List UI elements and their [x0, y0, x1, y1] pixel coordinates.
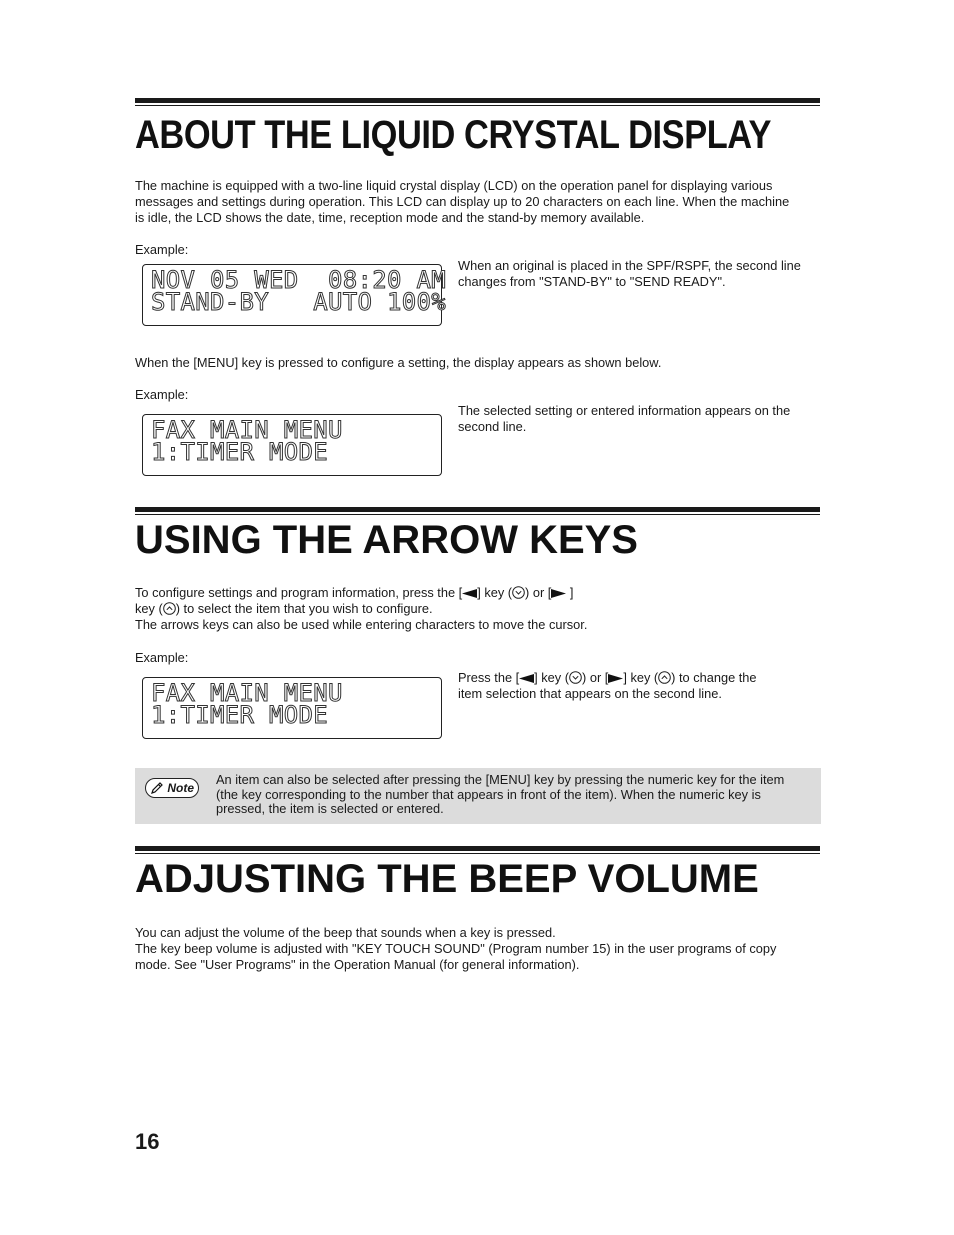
lcd-idle-note: [458, 258, 820, 290]
example-label: Example:: [135, 387, 189, 402]
menu-paragraph: When the [MENU] key is pressed to configure a setting, the display appears as shown below.: [135, 355, 662, 370]
text-line: [458, 670, 820, 686]
text-line: is idle, the LCD shows the date, time, reception mode and the stand-by memory available.: [135, 210, 645, 225]
text-line: pressed, the item is selected or entered.: [216, 801, 444, 817]
arrow-keys-paragraph: [135, 585, 820, 633]
text-fragment: Press the [: [458, 670, 520, 685]
lcd-line-2: 1:TIMER MODE: [151, 438, 328, 466]
page-number: 16: [135, 1129, 160, 1154]
lcd-line-2: STAND-BY AUTO 100%: [151, 288, 446, 316]
note-badge: [145, 778, 199, 798]
text-line: The selected setting or entered information appears on the: [458, 403, 791, 418]
text-fragment: ] key (: [623, 670, 659, 685]
section-title-arrow-keys: USING THE ARROW KEYS: [135, 518, 638, 562]
text-line: changes from "STAND-BY" to "SEND READY".: [458, 274, 726, 289]
text-line: When an original is placed in the SPF/RSPF, the second line: [458, 258, 801, 273]
lcd-line-1: NOV 05 WED 08:20 AM: [151, 266, 446, 294]
text-line: The key beep volume is adjusted with "KEY TOUCH SOUND" (Program number 15) in the user programs of copy: [135, 941, 777, 956]
text-line: The machine is equipped with a two-line liquid crystal display (LCD) on the operation panel for displaying various: [135, 178, 773, 193]
up-key-icon: [658, 671, 671, 684]
beep-volume-paragraph: [135, 925, 820, 973]
left-arrow-icon: [519, 674, 534, 683]
lcd-display-arrow-example: [142, 677, 442, 739]
section-title-lcd: ABOUT THE LIQUID CRYSTAL DISPLAY: [135, 113, 772, 157]
text-line: messages and settings during operation. This LCD can display up to 20 characters on each line. When the machine: [135, 194, 790, 209]
text-fragment: key (: [135, 601, 163, 616]
lcd-intro-paragraph: [135, 178, 820, 226]
text-line: item selection that appears on the second line.: [458, 686, 722, 701]
note-text: [216, 773, 814, 817]
text-fragment: ) or [: [582, 670, 609, 685]
text-fragment: ) to select the item that you wish to configure.: [175, 601, 433, 616]
text-fragment: ] key (: [534, 670, 570, 685]
arrow-example-note: [458, 670, 820, 702]
down-key-icon: [512, 586, 525, 599]
lcd-line-1: FAX MAIN MENU: [151, 679, 343, 707]
section-title-beep-volume: ADJUSTING THE BEEP VOLUME: [135, 857, 759, 901]
note-badge-label: Note: [167, 781, 194, 795]
left-arrow-icon: [462, 589, 477, 598]
note-box: [135, 768, 821, 824]
right-arrow-icon: [551, 589, 566, 598]
text-fragment: To configure settings and program information, press the [: [135, 585, 463, 600]
text-line: The arrows keys can also be used while entering characters to move the cursor.: [135, 617, 588, 632]
text-fragment: ]: [569, 585, 574, 600]
text-line: [135, 585, 820, 601]
text-line: [135, 601, 820, 617]
section-rule: [135, 846, 820, 854]
text-fragment: ) to change the: [671, 670, 757, 685]
section-rule: [135, 507, 820, 515]
text-line: An item can also be selected after pressing the [MENU] key by pressing the numeric key for the item: [216, 772, 785, 787]
down-key-icon: [569, 671, 582, 684]
up-key-icon: [163, 602, 176, 615]
lcd-display-menu: [142, 414, 442, 476]
text-line: mode. See "User Programs" in the Operation Manual (for general information).: [135, 957, 580, 972]
text-line: You can adjust the volume of the beep that sounds when a key is pressed.: [135, 925, 556, 940]
lcd-menu-note: [458, 403, 820, 435]
lcd-line-2: 1:TIMER MODE: [151, 701, 328, 729]
example-label: Example:: [135, 242, 189, 257]
lcd-display-idle: [142, 264, 446, 326]
text-line: second line.: [458, 419, 527, 434]
text-fragment: ) or [: [525, 585, 552, 600]
section-rule: [135, 98, 820, 106]
right-arrow-icon: [608, 674, 623, 683]
pencil-icon: [150, 781, 164, 795]
text-line: (the key corresponding to the number that appears in front of the item). When the numeric key is: [216, 786, 761, 802]
text-fragment: ] key (: [477, 585, 513, 600]
example-label: Example:: [135, 650, 189, 665]
lcd-line-1: FAX MAIN MENU: [151, 416, 343, 444]
